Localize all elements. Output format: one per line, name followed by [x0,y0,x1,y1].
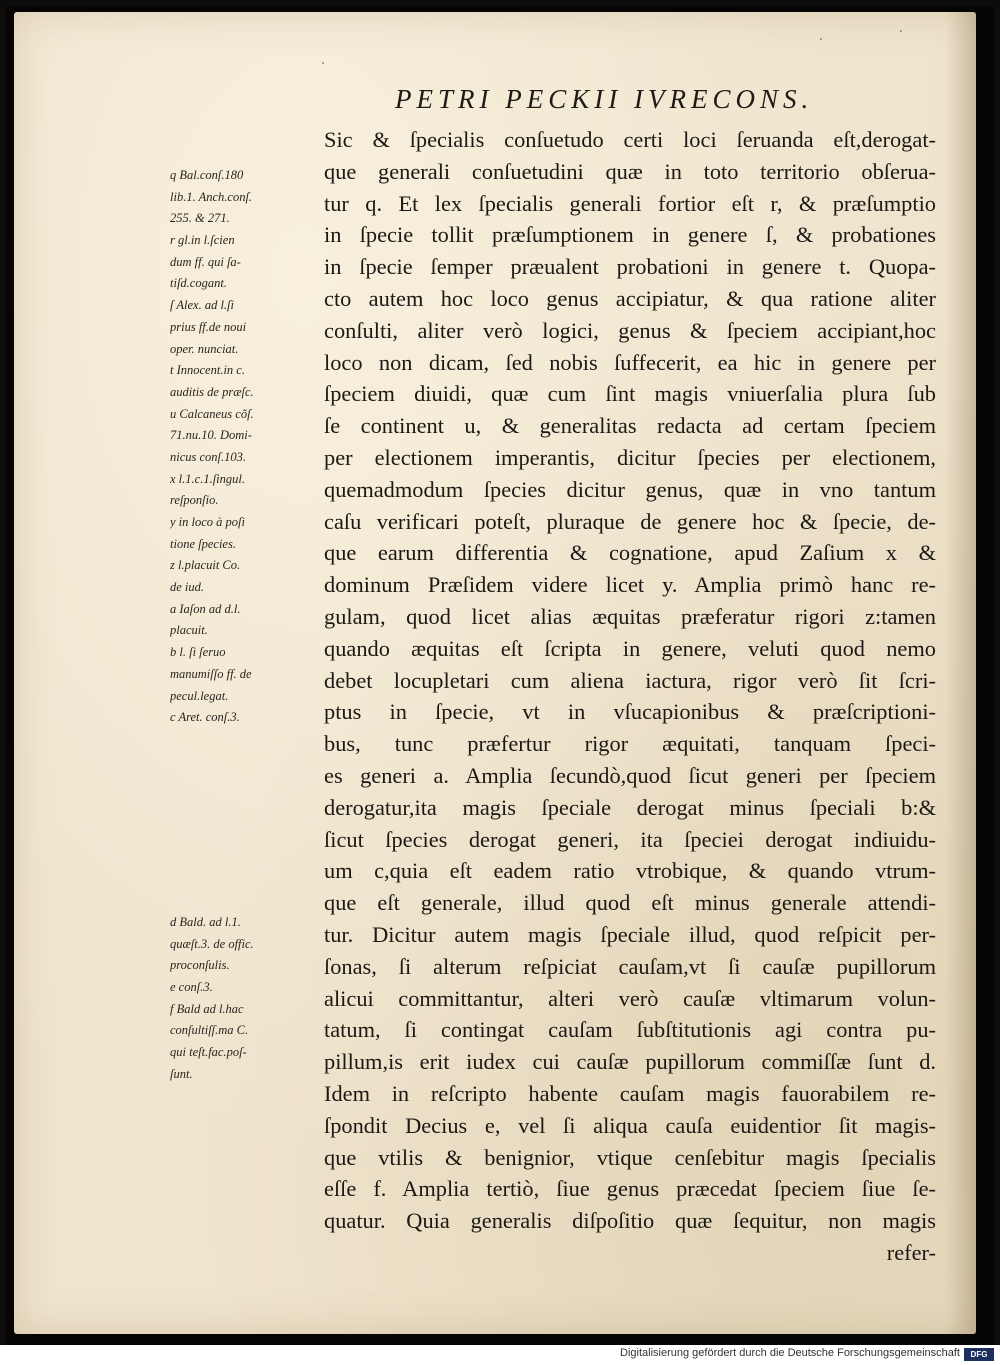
body-text [324,124,936,1269]
text-line: ſe continent u, & generalitas redacta ad certam ſpeciem [324,413,936,439]
text-line: ſonas, ſi alterum reſpiciat cauſam,vt ſi cauſæ pupillorum [324,953,936,979]
text-line: ptus in ſpecie, vt in vſucapionibus & præſcriptioni- [324,699,936,725]
margin-note-line: t Innocent.in c. [170,363,245,378]
text-line: ſpondit Decius e, vel ſi aliqua cauſa euidentior ſit magis- [324,1112,936,1138]
text-line: per electionem imperantis, dicitur ſpecies per electionem, [324,444,936,470]
margin-note-line: qui teſt.fac.poſ- [170,1045,247,1060]
footer-text: Digitalisierung gefördert durch die Deutsche Forschungsgemeinschaft [620,1347,960,1359]
margin-notes-bottom [170,912,330,1086]
text-line: que vtilis & benignior, vtique cenſebitur magis ſpecialis [324,1144,936,1170]
text-line: quemadmodum ſpecies dicitur genus, quæ in vno tantum [324,476,936,502]
text-line: quando æquitas eſt ſcripta in genere, veluti quod nemo [324,635,936,661]
margin-note-line: r gl.in l.ſcien [170,233,235,248]
text-line: que earum differentia & cognatione, apud Zaſium x & [324,540,936,566]
margin-note-line: f Bald ad l.hac [170,1001,244,1016]
margin-note-line: prius ff.de noui [170,319,247,334]
text-line: cto autem hoc loco genus accipiatur, & qua ratione aliter [324,285,936,311]
text-line: derogatur,ita magis ſpeciale derogat minus ſpeciali b:& [324,794,936,820]
text-line: tatum, ſi contingat cauſam ſubſtitutionis agi contra pu- [324,1017,936,1043]
text-line: ſicut ſpecies derogat generi, ita ſpeciei derogat indiuidu- [324,826,936,852]
paper-speck [322,62,324,64]
text-line: ſpeciem diuidi, quæ cum ſint magis vniuerſalia plura ſub [324,381,936,407]
margin-note-line: d Bald. ad l.1. [170,915,241,929]
text-line: tur. Dicitur autem magis ſpeciale illud, quod reſpicit per- [324,921,936,947]
margin-note-line: placuit. [170,623,208,638]
text-line: Sic & ſpecialis conſuetudo certi loci ſeruanda eſt,derogat- [324,127,936,152]
margin-note-line: quæſt.3. de offic. [170,936,254,951]
margin-note-line: oper. nunciat. [170,341,239,356]
margin-note-line: q Bal.conſ.180 [170,168,244,182]
text-line: loco non dicam, ſed nobis ſuffecerit, ea hic in genere per [324,349,936,375]
paper-speck [900,30,902,32]
text-line: in ſpecie tollit præſumptionem in genere ſ, & probationes [324,222,936,248]
margin-note-line: manumiſſo ff. de [170,666,252,681]
margin-note-line: reſponſio. [170,493,219,508]
text-line: que generali conſuetudini quæ in toto territorio obſerua- [324,158,936,184]
margin-note-line: dum ff. qui ſa- [170,254,241,269]
text-line: eſſe f. Amplia tertiò, ſiue genus præcedat ſpeciem ſiue ſe- [324,1176,936,1202]
margin-note-line: y in loco à poſi [170,515,245,529]
text-line: um c,quia eſt eadem ratio vtrobique, & quando vtrum- [324,858,936,884]
margin-note-line: tione ſpecies. [170,536,236,551]
text-line: bus, tunc præfertur rigor æquitati, tanquam ſpeci- [324,731,936,757]
text-line: debet locupletari cum aliena iactura, rigor verò ſit ſcri- [324,667,936,693]
margin-note-line: auditis de præſc. [170,384,254,399]
text-line: caſu verificari poteſt, pluraque de genere hoc & ſpecie, de- [324,508,936,534]
margin-note-line: lib.1. Anch.conſ. [170,189,253,204]
paper-speck [820,38,822,40]
margin-note-line: de iud. [170,580,205,595]
margin-note-line: 255. & 271. [170,211,230,226]
margin-note-line: tiſd.cogant. [170,276,227,291]
text-line: dominum Præſidem videre licet y. Amplia primò hanc re- [324,572,936,598]
text-line: tur q. Et lex ſpecialis generali fortior eſt r, & præſumptio [324,190,936,216]
text-line: conſulti, aliter verò logici, genus & ſpeciem accipiant,hoc [324,317,936,343]
margin-note-line: e conſ.3. [170,980,213,995]
dfg-logo-icon: DFG [964,1348,994,1361]
margin-note-line: proconſulis. [170,958,230,973]
margin-note-line: b l. ſi ſeruo [170,645,226,660]
text-line: refer- [886,1239,936,1265]
margin-note-line: a Iaſon ad d.l. [170,601,241,616]
margin-note-line: nicus conſ.103. [170,449,247,464]
text-line: gulam, quod licet alias æquitas præferatur rigori z:tamen [324,603,936,629]
footer-bar [0,1345,1000,1365]
text-line: alicui committantur, alteri verò cauſæ vltimarum volun- [324,985,936,1011]
margin-note-line: ſ Alex. ad l.ſi [170,298,234,313]
text-line: Idem in reſcripto habente cauſam magis fauorabilem re- [324,1080,936,1106]
margin-note-line: ſunt. [170,1066,193,1081]
text-line: que eſt generale, illud quod eſt minus generale attendi- [324,890,936,916]
margin-note-line: u Calcaneus cõſ. [170,406,254,421]
margin-note-line: 71.nu.10. Domi- [170,428,252,443]
margin-notes-top [170,165,330,729]
text-line: quatur. Quia generalis diſpoſitio quæ ſequitur, non magis [324,1208,936,1234]
margin-note-line: x l.1.c.1.ſingul. [170,471,245,486]
margin-note-line: z l.placuit Co. [170,558,241,573]
page-edge-shadow [946,12,976,1334]
text-line: in ſpecie ſemper præualent probationi in genere t. Quopa- [324,254,936,280]
text-line: pillum,is erit iudex cui cauſæ pupillorum commiſſæ ſunt d. [324,1049,936,1075]
text-line: es generi a. Amplia ſecundò,quod ſicut generi per ſpeciem [324,762,936,788]
running-head: PETRI PECKII IVRECONS. [395,84,814,114]
margin-note-line: pecul.legat. [170,688,229,703]
margin-note-line: c Aret. conſ.3. [170,710,240,725]
margin-note-line: conſultiſſ.ma C. [170,1023,249,1038]
